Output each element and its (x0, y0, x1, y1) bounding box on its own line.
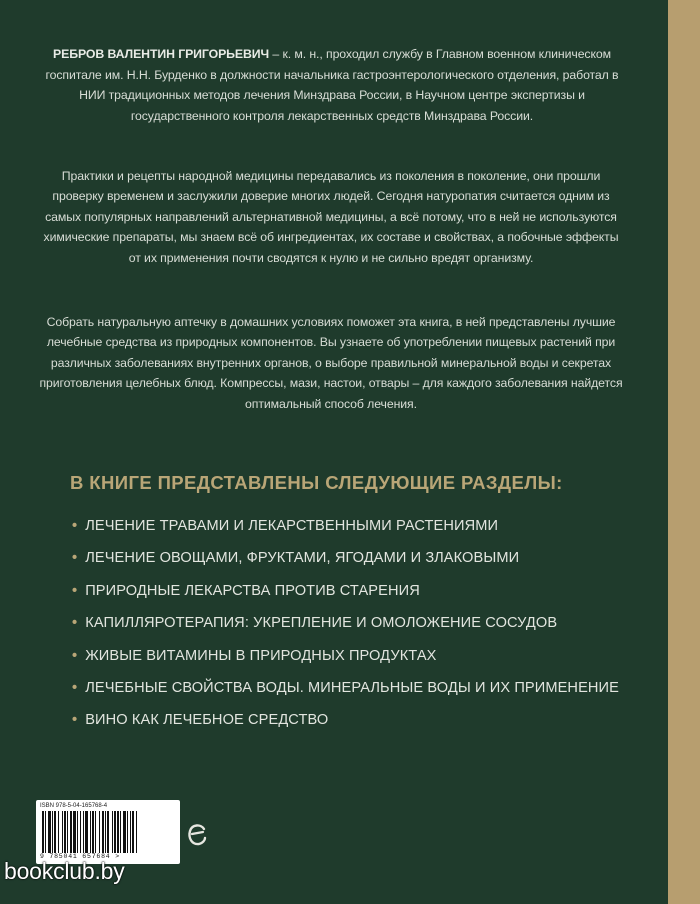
list-item: • ЛЕЧЕНИЕ ТРАВАМИ И ЛЕКАРСТВЕННЫМИ РАСТЕНИЯМИ (72, 518, 499, 534)
barcode-bars (42, 811, 174, 853)
sections-heading: В КНИГЕ ПРЕДСТАВЛЕНЫ СЛЕДУЮЩИЕ РАЗДЕЛЫ: (70, 472, 563, 493)
bullet-icon: • (72, 647, 78, 664)
bullet-icon: • (72, 679, 78, 696)
eksmo-e-icon (186, 822, 208, 848)
list-item: • ЖИВЫЕ ВИТАМИНЫ В ПРИРОДНЫХ ПРОДУКТАХ (72, 647, 437, 664)
author-bio (42, 44, 622, 126)
bullet-icon: • (72, 582, 78, 599)
description-paragraph-2: Собрать натуральную аптечку в домашних условиях поможет эта книга, в ней представлены лучшие лечебные средства из природных компонентов. Вы узнаете об употреблении пищевых растений при различных заболеваниях внутренних органов, о выборе правильной минеральной воды и секретах приготовления целебных блюд. Компрессы, мази, настои, отвары – для каждого заболевания найдется оптимальный способ лечения. (39, 315, 623, 411)
list-item: • КАПИЛЛЯРОТЕРАПИЯ: УКРЕПЛЕНИЕ И ОМОЛОЖЕНИЕ СОСУДОВ (72, 615, 558, 632)
isbn-text: ISBN 978-5-04-165768-4 (40, 803, 108, 809)
barcode-number: 9 785041 657684 > (40, 853, 120, 860)
barcode (36, 800, 180, 864)
author-name: РЕБРОВ ВАЛЕНТИН ГРИГОРЬЕВИЧ (53, 47, 270, 61)
description-paragraph-1: Практики и рецепты народной медицины передавались из поколения в поколение, они прошли проверку временем и заслужили доверие многих людей. Сегодня натуропатия считается одним из самых популярных направлений альтернативной медицины, а всё потому, что в ней не используются химические препараты, мы знаем всё об ингредиентах, их составе и свойствах, а побочные эффекты от их применения почти сводятся к нулю и не сильно вредят организму. (43, 169, 619, 265)
bullet-icon: • (72, 518, 78, 534)
bullet-icon: • (72, 712, 78, 729)
list-item: • ЛЕЧЕБНЫЕ СВОЙСТВА ВОДЫ. МИНЕРАЛЬНЫЕ ВОДЫ И ИХ ПРИМЕНЕНИЕ (72, 679, 619, 696)
bullet-icon: • (72, 550, 78, 567)
sections-list (72, 514, 619, 741)
list-item: • ВИНО КАК ЛЕЧЕБНОЕ СРЕДСТВО (72, 712, 329, 729)
bullet-icon: • (72, 615, 78, 632)
cover-spine-edge (668, 0, 700, 904)
watermark: bookclub.by (4, 858, 125, 884)
list-item: • ПРИРОДНЫЕ ЛЕКАРСТВА ПРОТИВ СТАРЕНИЯ (72, 582, 420, 599)
author-bio-text: – к. м. н., проходил службу в Главном военном клиническом госпитале им. Н.Н. Бурденко в должности начальника гастроэнтерологического отделения, работал в НИИ традиционных методов лечения Минздрава России, в Научном центре экспертизы и государственного контроля лекарственных средств Минздрава России. (45, 47, 619, 123)
list-item: • ЛЕЧЕНИЕ ОВОЩАМИ, ФРУКТАМИ, ЯГОДАМИ И ЗЛАКОВЫМИ (72, 550, 520, 567)
